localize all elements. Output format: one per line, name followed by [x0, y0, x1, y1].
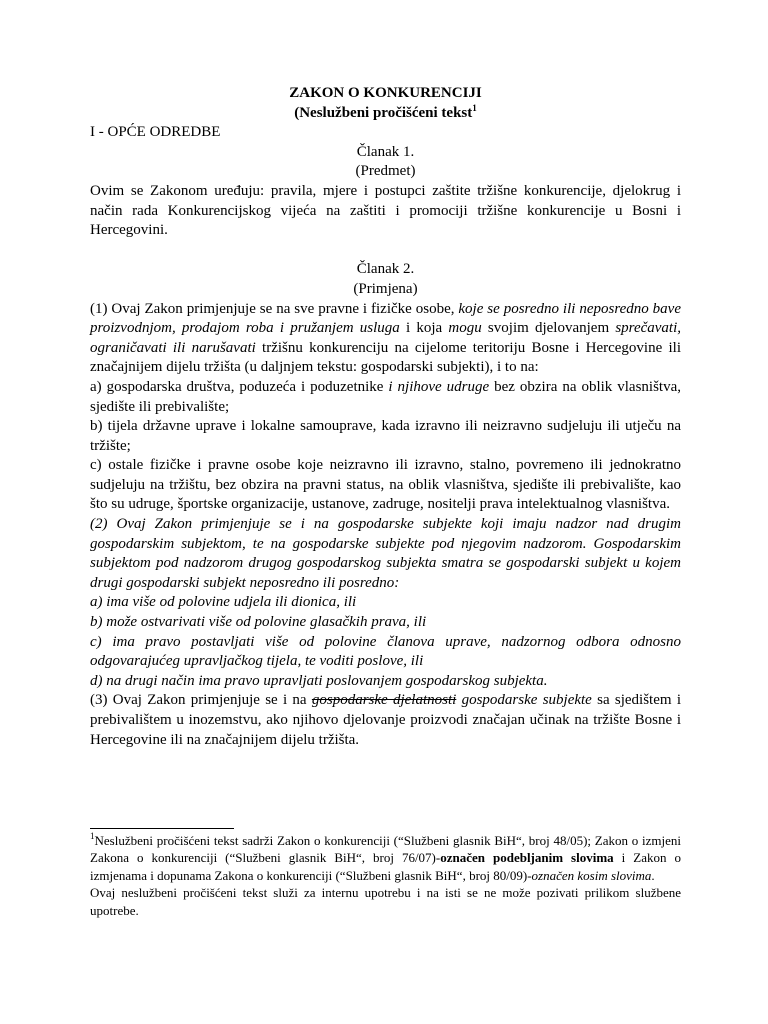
- p1-text-e: svojim djelovanjem: [481, 320, 616, 337]
- footnote-part-1: Neslužbeni pročišćeni tekst sadrži Zakon o konkurenciji (“Službeni glasnik BiH“, broj 48/05); Zakon o izmjeni Zakona o konkurenciji (“Službeni glasnik BiH“, broj 76/07)-: [90, 833, 681, 866]
- article-1-name: (Predmet): [355, 163, 416, 180]
- document-title: ZAKON O KONKURENCIJI: [289, 85, 482, 101]
- item-a: [90, 378, 681, 417]
- p1-text-a: (1) Ovaj Zakon primjenjuje se na sve pravne i fizičke osobe,: [90, 300, 459, 317]
- footnote-part-3: i Zakon o izmjenama i dopunama Zakona o konkurenciji (“Službeni glasnik BiH“, broj 80/09)-: [90, 850, 681, 883]
- footnote-text-1: [90, 832, 681, 884]
- footnote-separator: [90, 828, 234, 829]
- p2-item-a-text: a) ima više od polovine udjela ili dionica, ili: [90, 594, 357, 611]
- footnote-mark: 1: [90, 831, 95, 841]
- p1-text-f: sprečavati, ograničavati ili narušavati: [90, 320, 682, 356]
- p1-text-g: tržišnu konkurenciju na cijelome teritoriju Bosne i Hercegovine ili značajnijem dijelu tržišta (u daljnjem tekstu: gospodarski subjekti), i to na:: [90, 339, 682, 376]
- article-2-name: (Primjena): [353, 280, 418, 297]
- item-a-text-2: i njihove udruge: [388, 378, 490, 395]
- subtitle-text: (Neslužbeni pročišćeni tekst: [294, 104, 473, 121]
- footnote: [90, 832, 681, 919]
- p3-text-b: gospodarske subjekte: [456, 692, 592, 709]
- footnote-text-2: Ovaj neslužbeni pročišćeni tekst služi za internu upotrebu i na isti se ne može pozivati prilikom službene upotrebe.: [90, 885, 681, 918]
- p2-item-c: [90, 633, 681, 672]
- item-a-text-1: a) gospodarska društva, poduzeća i poduzetnike: [90, 378, 389, 395]
- p1-text-d: mogu: [448, 320, 482, 337]
- document-subtitle: [90, 104, 681, 124]
- article-2-paragraph-3: [90, 691, 681, 750]
- section-heading: I - OPĆE ODREDBE: [90, 124, 221, 141]
- item-c: c) ostale fizičke i pravne osobe koje neizravno ili izravno, stalno, povremeno ili jednokratno sudjeluju na tržištu, bez obzira na pravni status, na oblik vlasništva, sjedište ili prebivalište, kao što su udruge, športske organizacije, ustanove, zadruge, nositelji prava intelektualnog vlasništva.: [90, 457, 681, 513]
- item-a-text-3: bez obzira na oblik vlasništva, sjedište ili prebivalište;: [90, 378, 681, 415]
- item-b: b) tijela državne uprave i lokalne samouprave, kada izravno ili neizravno sudjeluju ili utječu na tržište;: [90, 418, 681, 454]
- p2-item-b-text: b) može ostvarivati više od polovine glasačkih prava, ili: [90, 614, 427, 631]
- footnote-part-5: .: [651, 867, 655, 883]
- p2-item-b: [90, 613, 681, 633]
- p1-text-c: i koja: [399, 320, 449, 337]
- document-page: [90, 84, 681, 750]
- p3-struck-text: gospodarske djelatnosti: [311, 692, 457, 709]
- p2-item-d-text: d) na drugi način ima pravo upravljati poslovanjem gospodarskog subjekta.: [90, 672, 548, 689]
- p2-item-a: [90, 593, 681, 613]
- article-1-text: Ovim se Zakonom uređuju: pravila, mjere i postupci zaštite tržišne konkurencije, djelokrug i način rada Konkurencijskog vijeća na zaštiti i promociji tržišne konkurencije u Bosni i Hercegovini.: [90, 182, 681, 239]
- article-1-heading: Članak 1.: [356, 143, 415, 160]
- p3-text-c: sa sjedištem i prebivalištem u inozemstvu, ako njihovo djelovanje proizvodi značajan učinak na tržište Bosne i Hercegovine ili na značajnijem dijelu tržišta.: [90, 692, 681, 748]
- p3-text-a: (3) Ovaj Zakon primjenjuje se i na: [90, 692, 312, 709]
- footnote-part-4: označen kosim slovima: [531, 867, 652, 883]
- footnote-reference: 1: [472, 102, 477, 113]
- article-2-heading: Članak 2.: [356, 261, 415, 278]
- p2-text: (2) Ovaj Zakon primjenjuje se i na gospodarske subjekte koji imaju nadzor nad drugim gospodarskim subjektom, te na gospodarske subjekte pod njegovim nadzorom. Gospodarskim subjektom pod nadzorom drugog gospodarskog subjekta smatra se gospodarski subjekt u kojem drugi gospodarski subjekt neposredno ili posredno:: [90, 516, 681, 591]
- article-2-paragraph-1: [90, 300, 681, 378]
- article-2-paragraph-2: [90, 515, 681, 593]
- p1-text-b: koje se posredno ili neposredno bave proizvodnjom, prodajom roba i pružanjem usluga: [90, 300, 681, 337]
- footnote-part-2: označen podebljanim slovima: [440, 850, 614, 866]
- p2-item-d: [90, 672, 681, 692]
- p2-item-c-text: c) ima pravo postavljati više od polovine članova uprave, nadzornog odbora odnosno odgovarajućeg upravljačkog tijela, te voditi poslove, ili: [90, 633, 681, 670]
